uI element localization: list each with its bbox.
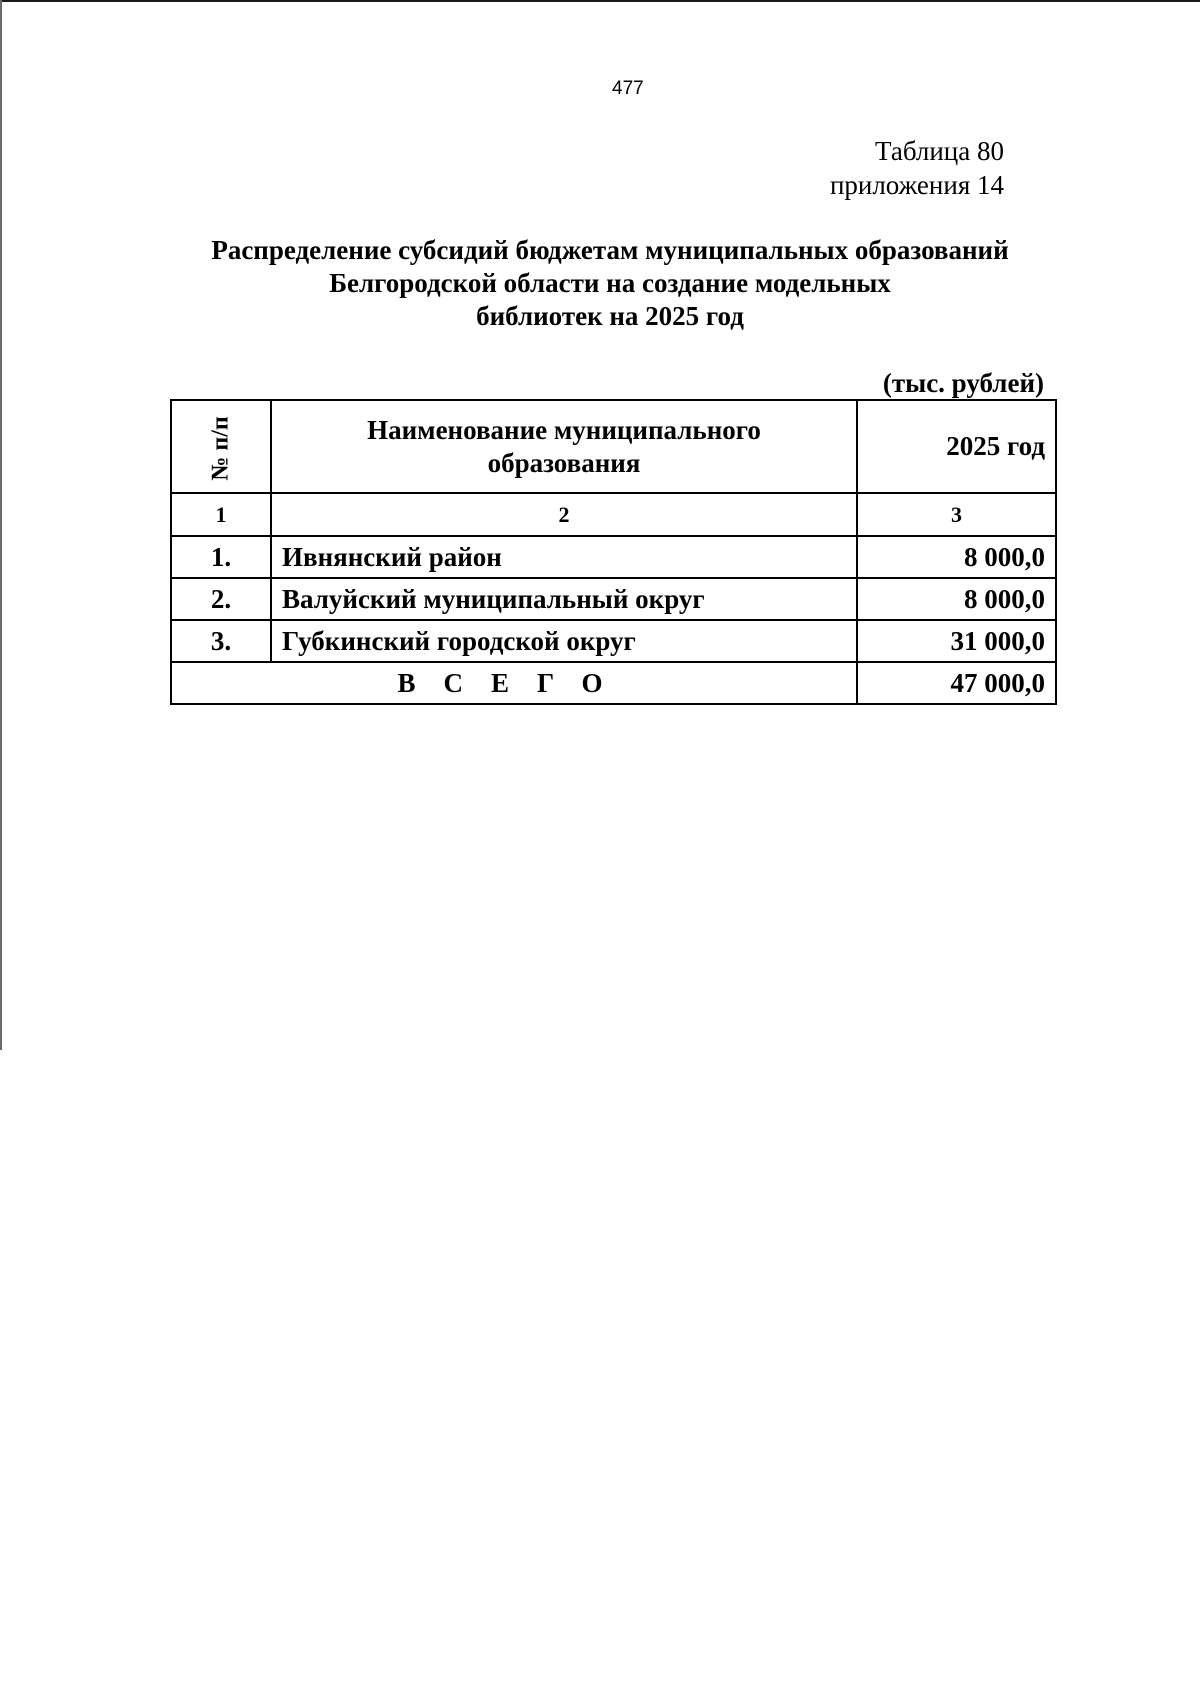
column-number-row [171,493,1056,536]
total-row [171,662,1056,704]
table-row [171,620,1056,662]
units-note: (тыс. рублей) [882,368,1044,398]
column-number: 2 [271,493,857,536]
row-number: 3. [171,620,271,662]
header-num-label: № п/п [207,416,234,481]
table-reference-line1: Таблица 80 [875,136,1004,166]
subsidy-table [170,399,1057,705]
row-number: 1. [171,536,271,578]
page-left-edge [0,0,2,1050]
header-name-line1: Наименование муниципального [367,414,761,445]
table-reference [830,134,1004,202]
row-number: 2. [171,578,271,620]
header-year-cell: 2025 год [857,400,1056,493]
table-header-row [171,400,1056,493]
table-row [171,578,1056,620]
title-line3: библиотек на 2025 год [476,301,744,331]
title-line1: Распределение субсидий бюджетам муниципальных образований [211,235,1009,265]
column-number: 1 [171,493,271,536]
total-value: 47 000,0 [857,662,1056,704]
row-name: Ивнянский район [271,536,857,578]
row-name: Валуйский муниципальный округ [271,578,857,620]
column-number: 3 [857,493,1056,536]
header-num-cell [171,400,271,493]
document-title [160,234,1060,333]
page-top-edge [0,0,1200,2]
total-label: ВСЕГО [171,662,857,704]
table-reference-line2: приложения 14 [829,170,1004,200]
row-value: 31 000,0 [857,620,1056,662]
table-row [171,536,1056,578]
page-number: 477 [612,78,644,99]
row-value: 8 000,0 [857,578,1056,620]
title-line2: Белгородской области на создание модельных [329,268,891,298]
row-value: 8 000,0 [857,536,1056,578]
row-name: Губкинский городской округ [271,620,857,662]
header-name-line2: образования [487,447,641,478]
header-name-cell [271,400,857,493]
